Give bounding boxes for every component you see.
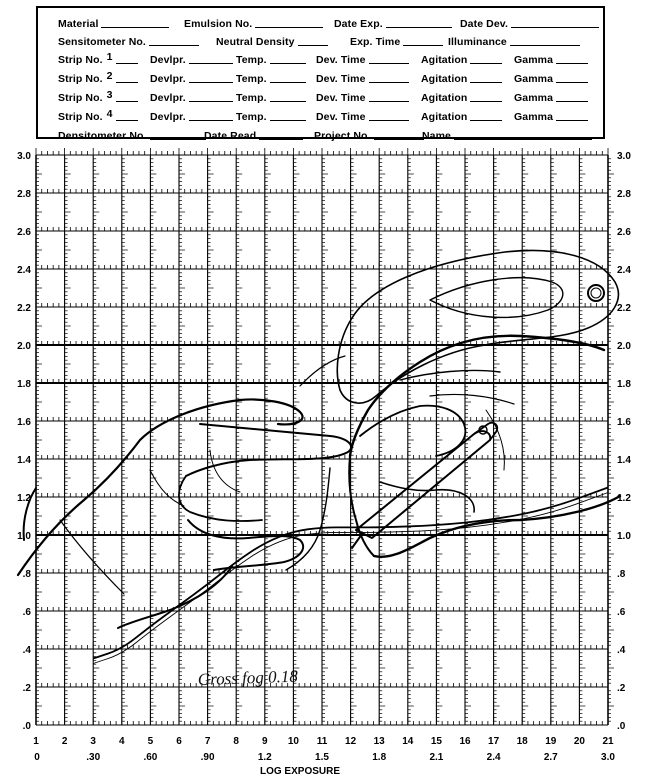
form-field-label: Densitometer No. (58, 130, 147, 142)
form-field-label: Agitation (421, 111, 468, 123)
x-log-exposure-label: 2.1 (429, 752, 444, 763)
y-tick-label-left: 2.8 (17, 189, 31, 200)
form-field-label: Dev. Time (316, 111, 366, 123)
form-field-label: Strip No. (58, 92, 103, 104)
x-log-exposure-label: 0 (34, 752, 40, 763)
x-step-label: 15 (430, 736, 442, 747)
x-step-label: 13 (373, 736, 385, 747)
x-log-exposure-label: 2.7 (543, 752, 558, 763)
form-field-label: Agitation (421, 92, 468, 104)
y-tick-label-right: 1.2 (617, 493, 631, 504)
x-step-label: 17 (488, 736, 500, 747)
form-field-label: Date Exp. (334, 18, 383, 30)
form-field-label: Devlpr. (150, 54, 186, 66)
y-tick-label-left: 2.2 (17, 303, 31, 314)
form-field-label: Temp. (236, 73, 267, 85)
x-log-exposure-label: 1.8 (372, 752, 387, 763)
x-step-label: 19 (545, 736, 557, 747)
x-step-label: 6 (176, 736, 182, 747)
strip-number: 3 (106, 89, 113, 101)
form-field-label: Devlpr. (150, 92, 186, 104)
form-field-label: Devlpr. (150, 111, 186, 123)
form-field-label: Gamma (514, 111, 554, 123)
y-tick-label-left: 1.0 (17, 531, 31, 542)
x-step-label: 5 (147, 736, 154, 747)
y-tick-label-left: 2.6 (17, 227, 31, 238)
form-field-label: Strip No. (58, 111, 103, 123)
x-log-exposure-label: 1.5 (315, 752, 329, 763)
x-step-label: 8 (233, 736, 239, 747)
form-field-label: Agitation (421, 54, 468, 66)
y-tick-label-left: .4 (22, 645, 31, 656)
x-step-label: 10 (287, 736, 299, 747)
form-field-label: Illuminance (448, 36, 507, 48)
y-tick-label-left: 2.0 (17, 341, 31, 352)
form-field-label: Strip No. (58, 73, 103, 85)
handwritten-annotation: Gross fog 0.18 (197, 666, 299, 690)
form-field-label: Material (58, 18, 99, 30)
y-tick-label-left: .2 (22, 683, 31, 694)
strip-number: 2 (106, 70, 113, 82)
y-tick-label-right: 1.0 (617, 531, 631, 542)
x-log-exposure-label: .90 (200, 752, 215, 763)
x-step-label: 16 (459, 736, 471, 747)
form-field-label: Neutral Density (216, 36, 295, 48)
strip-number: 1 (106, 51, 113, 63)
y-tick-label-right: 2.4 (617, 265, 631, 276)
x-step-label: 9 (262, 736, 268, 747)
y-tick-label-right: 2.6 (617, 227, 631, 238)
y-tick-label-right: 1.6 (617, 417, 631, 428)
form-field-label: Exp. Time (350, 36, 401, 48)
y-tick-label-left: 3.0 (17, 151, 31, 162)
x-step-label: 14 (402, 736, 414, 747)
form-field-label: Project No. (314, 130, 371, 142)
form-field-label: Name (422, 130, 451, 142)
x-step-label: 20 (573, 736, 585, 747)
y-tick-label-right: .4 (617, 645, 626, 656)
x-step-label: 18 (516, 736, 528, 747)
y-tick-label-right: .8 (617, 569, 626, 580)
y-tick-label-right: 3.0 (617, 151, 631, 162)
y-tick-label-right: 2.8 (617, 189, 631, 200)
y-tick-label-left: 1.6 (17, 417, 31, 428)
x-log-exposure-label: 3.0 (601, 752, 615, 763)
x-step-label: 7 (204, 736, 211, 747)
x-step-label: 2 (61, 736, 68, 747)
form-field-label: Devlpr. (150, 73, 186, 85)
y-tick-label-left: 2.4 (17, 265, 31, 276)
x-step-label: 3 (90, 736, 96, 747)
x-log-exposure-label: .30 (86, 752, 101, 763)
x-step-label: 12 (345, 736, 357, 747)
form-field-label: Gamma (514, 92, 554, 104)
y-tick-label-left: 1.2 (17, 493, 31, 504)
y-tick-label-right: .0 (617, 721, 626, 732)
form-field-label: Gamma (514, 54, 554, 66)
x-log-exposure-label: 2.4 (486, 752, 501, 763)
y-tick-label-right: 2.0 (617, 341, 631, 352)
y-tick-label-left: .8 (22, 569, 31, 580)
form-field-label: Agitation (421, 73, 468, 85)
x-step-label: 11 (316, 736, 328, 747)
form-field-label: Dev. Time (316, 54, 366, 66)
y-tick-label-right: 1.8 (617, 379, 631, 390)
y-tick-label-left: 1.8 (17, 379, 31, 390)
x-step-label: 1 (33, 736, 39, 747)
form-field-label: Date Read (204, 130, 257, 142)
strip-number: 4 (106, 108, 113, 120)
y-tick-label-left: 1.4 (17, 455, 31, 466)
y-tick-label-right: .6 (617, 607, 626, 618)
form-field-label: Temp. (236, 92, 267, 104)
form-field-label: Sensitometer No. (58, 36, 146, 48)
y-tick-label-left: .0 (22, 721, 31, 732)
form-field-label: Gamma (514, 73, 554, 85)
form-field-label: Date Dev. (460, 18, 508, 30)
y-tick-label-right: 1.4 (617, 455, 631, 466)
y-tick-label-right: 2.2 (617, 303, 631, 314)
form-field-label: Temp. (236, 54, 267, 66)
x-step-label: 21 (602, 736, 614, 747)
form-field-label: Temp. (236, 111, 267, 123)
y-tick-label-left: .6 (22, 607, 31, 618)
form-field-label: Strip No. (58, 54, 103, 66)
x-log-exposure-label: .60 (143, 752, 158, 763)
form-field-label: Dev. Time (316, 92, 366, 104)
x-step-label: 4 (119, 736, 125, 747)
form-field-label: Emulsion No. (184, 18, 253, 30)
y-tick-label-right: .2 (617, 683, 626, 694)
form-field-label: Dev. Time (316, 73, 366, 85)
x-log-exposure-label: 1.2 (257, 752, 272, 763)
x-axis-title: LOG EXPOSURE (259, 766, 341, 777)
